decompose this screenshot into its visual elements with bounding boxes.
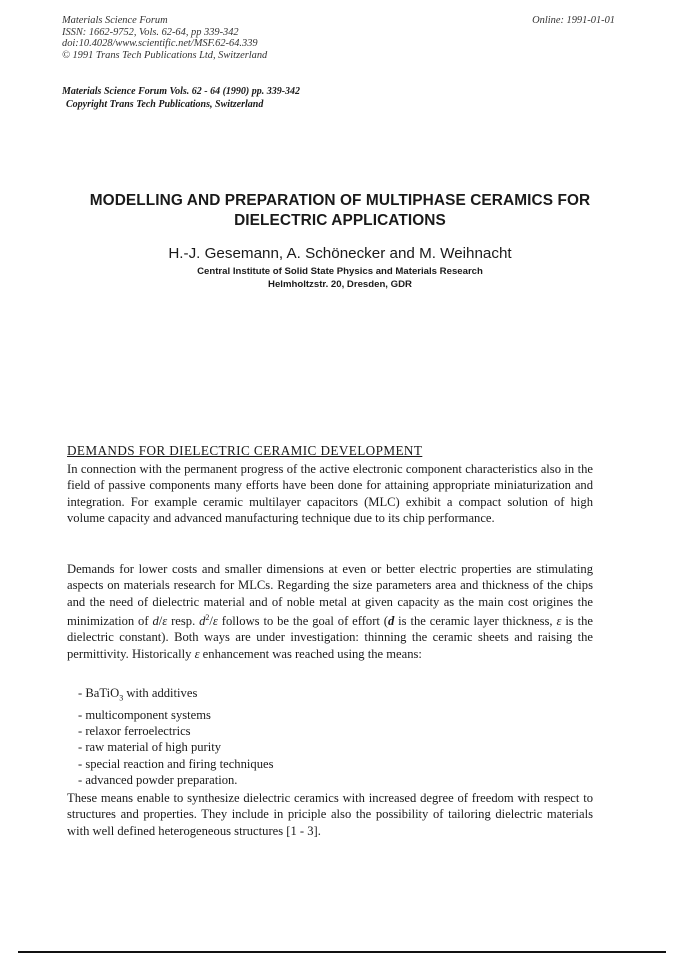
list-item: - multicomponent systems — [78, 707, 478, 723]
paragraph-1: In connection with the permanent progress of the active electronic component characteristics also in the field of passive components many efforts have been done for attaining appropriate miniaturization and integration. For example ceramic multilayer capacitors (MLC) exhibit a compact solution of high volume capacity and advanced manufacturing technique due to its chip performance. — [67, 462, 593, 525]
affiliation-address: Helmholtzstr. 20, Dresden, GDR — [268, 279, 412, 290]
paper-title-line-1: MODELLING AND PREPARATION OF MULTIPHASE CERAMICS FOR — [89, 192, 591, 209]
symbol-d-squared: d — [199, 614, 206, 629]
paper-title-line-2: DIELECTRIC APPLICATIONS — [234, 212, 446, 229]
paragraph-2-text-d: is the ceramic layer thickness, — [394, 614, 557, 629]
symbol-epsilon: ε — [162, 614, 168, 629]
symbol-epsilon: ε — [556, 614, 562, 629]
symbol-epsilon: ε — [212, 614, 218, 629]
paragraph-2 — [67, 561, 593, 662]
citation-header — [62, 15, 362, 61]
list-item: - advanced powder preparation. — [78, 772, 478, 788]
online-date: Online: 1991-01-01 — [532, 15, 615, 26]
author-affiliation — [40, 265, 640, 291]
symbol-epsilon: ε — [194, 646, 200, 661]
means-list — [78, 685, 478, 788]
subscript-3: 3 — [119, 693, 124, 703]
slash: / — [209, 614, 213, 629]
journal-reference — [62, 86, 382, 111]
citation-doi-line: doi:10.4028/www.scientific.net/MSF.62-64.339 — [62, 38, 258, 50]
paper-title — [40, 191, 640, 231]
citation-copyright-line: © 1991 Trans Tech Publications Ltd, Switzerland — [62, 49, 268, 61]
section-heading: DEMANDS FOR DIELECTRIC CERAMIC DEVELOPMENT — [67, 443, 423, 458]
citation-issn-line: ISSN: 1662-9752, Vols. 62-64, pp 339-342 — [62, 26, 239, 38]
paragraph-2-text-c: follows to be the goal of effort ( — [217, 614, 388, 629]
journal-copyright-line: Copyright Trans Tech Publications, Switzerland — [66, 98, 264, 110]
list-item-text: BaTiO — [85, 686, 120, 700]
list-item-text: with additives — [123, 686, 198, 700]
list-item: - raw material of high purity — [78, 739, 478, 755]
slash: / — [158, 614, 163, 629]
paragraph-2-text-e: is the dielectric constant). Both ways are under investigation: thinning the ceramic sheets and raising the permittivity. Historically — [67, 614, 593, 661]
symbol-d: d — [152, 614, 159, 629]
symbol-d: d — [387, 614, 395, 629]
paragraph-2-text-b: resp. — [167, 614, 200, 629]
list-item — [78, 685, 478, 707]
paper-authors: H.-J. Gesemann, A. Schönecker and M. Weihnacht — [168, 245, 512, 262]
journal-volume-line: Materials Science Forum Vols. 62 - 64 (1990) pp. 339-342 — [62, 86, 301, 97]
paragraph-2-text-f: enhancement was reached using the means: — [199, 646, 422, 661]
list-item: - special reaction and firing techniques — [78, 756, 478, 772]
list-item: - relaxor ferroelectrics — [78, 723, 478, 739]
page-bottom-rule — [18, 951, 666, 953]
affiliation-institute: Central Institute of Solid State Physics and Materials Research — [197, 266, 483, 277]
citation-journal-line: Materials Science Forum — [62, 15, 168, 26]
superscript-2: 2 — [205, 612, 210, 622]
paragraph-3: These means enable to synthesize dielectric ceramics with increased degree of freedom with respect to structures and properties. They include in priciple also the possibility of tailoring dielectric materials with well defined heterogeneous structures [1 - 3]. — [67, 791, 593, 838]
paragraph-2-text-a: Demands for lower costs and smaller dimensions at even or better electric properties are stimulating aspects on materials research for MLCs. Regarding the size parameters area and thickness of the chips and the need of dielectric material and of noble metal at given capacity as the main cost origines the minimization of — [67, 562, 593, 629]
